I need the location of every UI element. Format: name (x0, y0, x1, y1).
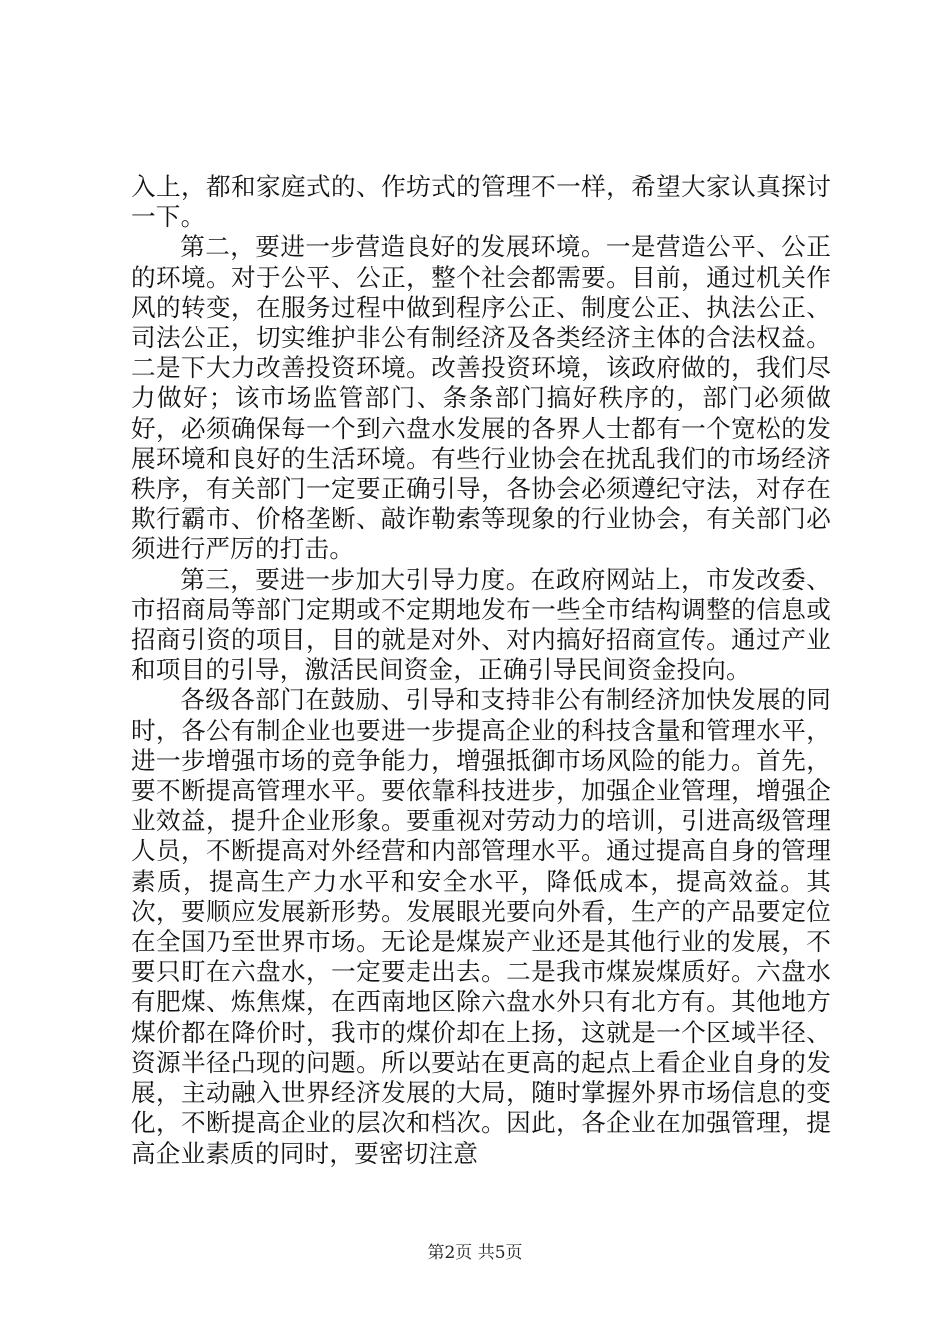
page-footer: 第2页 共5页 (427, 1243, 523, 1263)
paragraph-3: 第三，要进一步加大引导力度。在政府网站上，市发改委、市招商局等部门定期或不定期地发布一些全市结构调整的信息或招商引资的项目，目的就是对外、对内搞好招商宣传。通过产业和项目的引导，激活民间资金，正确引导民间资金投向。 (131, 564, 831, 685)
paragraph-2: 第二，要进一步营造良好的发展环境。一是营造公平、公正的环境。对于公平、公正，整个社会都需要。目前，通过机关作风的转变，在服务过程中做到程序公正、制度公正、执法公正、司法公正，切实维护非公有制经济及各类经济主体的合法权益。二是下大力改善投资环境。改善投资环境，该政府做的，我们尽力做好；该市场监管部门、条条部门搞好秩序的，部门必须做好，必须确保每一个到六盘水发展的各界人士都有一个宽松的发展环境和良好的生活环境。有些行业协会在扰乱我们的市场经济秩序，有关部门一定要正确引导，各协会必须遵纪守法，对存在欺行霸市、价格垄断、敲诈勒索等现象的行业协会，有关部门必须进行严厉的打击。 (131, 232, 831, 564)
body-text (131, 172, 831, 1169)
paragraph-4: 各级各部门在鼓励、引导和支持非公有制经济加快发展的同时，各公有制企业也要进一步提高企业的科技含量和管理水平，进一步增强市场的竞争能力，增强抵御市场风险的能力。首先，要不断提高管理水平。要依靠科技进步，加强企业管理，增强企业效益，提升企业形象。要重视对劳动力的培训，引进高级管理人员，不断提高对外经营和内部管理水平。通过提高自身的管理素质，提高生产力水平和安全水平，降低成本，提高效益。其次，要顺应发展新形势。发展眼光要向外看，生产的产品要定位在全国乃至世界市场。无论是煤炭产业还是其他行业的发展，不要只盯在六盘水，一定要走出去。二是我市煤炭煤质好。六盘水有肥煤、炼焦煤，在西南地区除六盘水外只有北方有。其他地方煤价都在降价时，我市的煤价却在上扬，这就是一个区域半径、资源半径凸现的问题。所以要站在更高的起点上看企业自身的发展，主动融入世界经济发展的大局，随时掌握外界市场信息的变化，不断提高企业的层次和档次。因此，各企业在加强管理，提高企业素质的同时，要密切注意 (131, 685, 831, 1168)
paragraph-1: 入上，都和家庭式的、作坊式的管理不一样，希望大家认真探讨一下。 (131, 172, 831, 232)
